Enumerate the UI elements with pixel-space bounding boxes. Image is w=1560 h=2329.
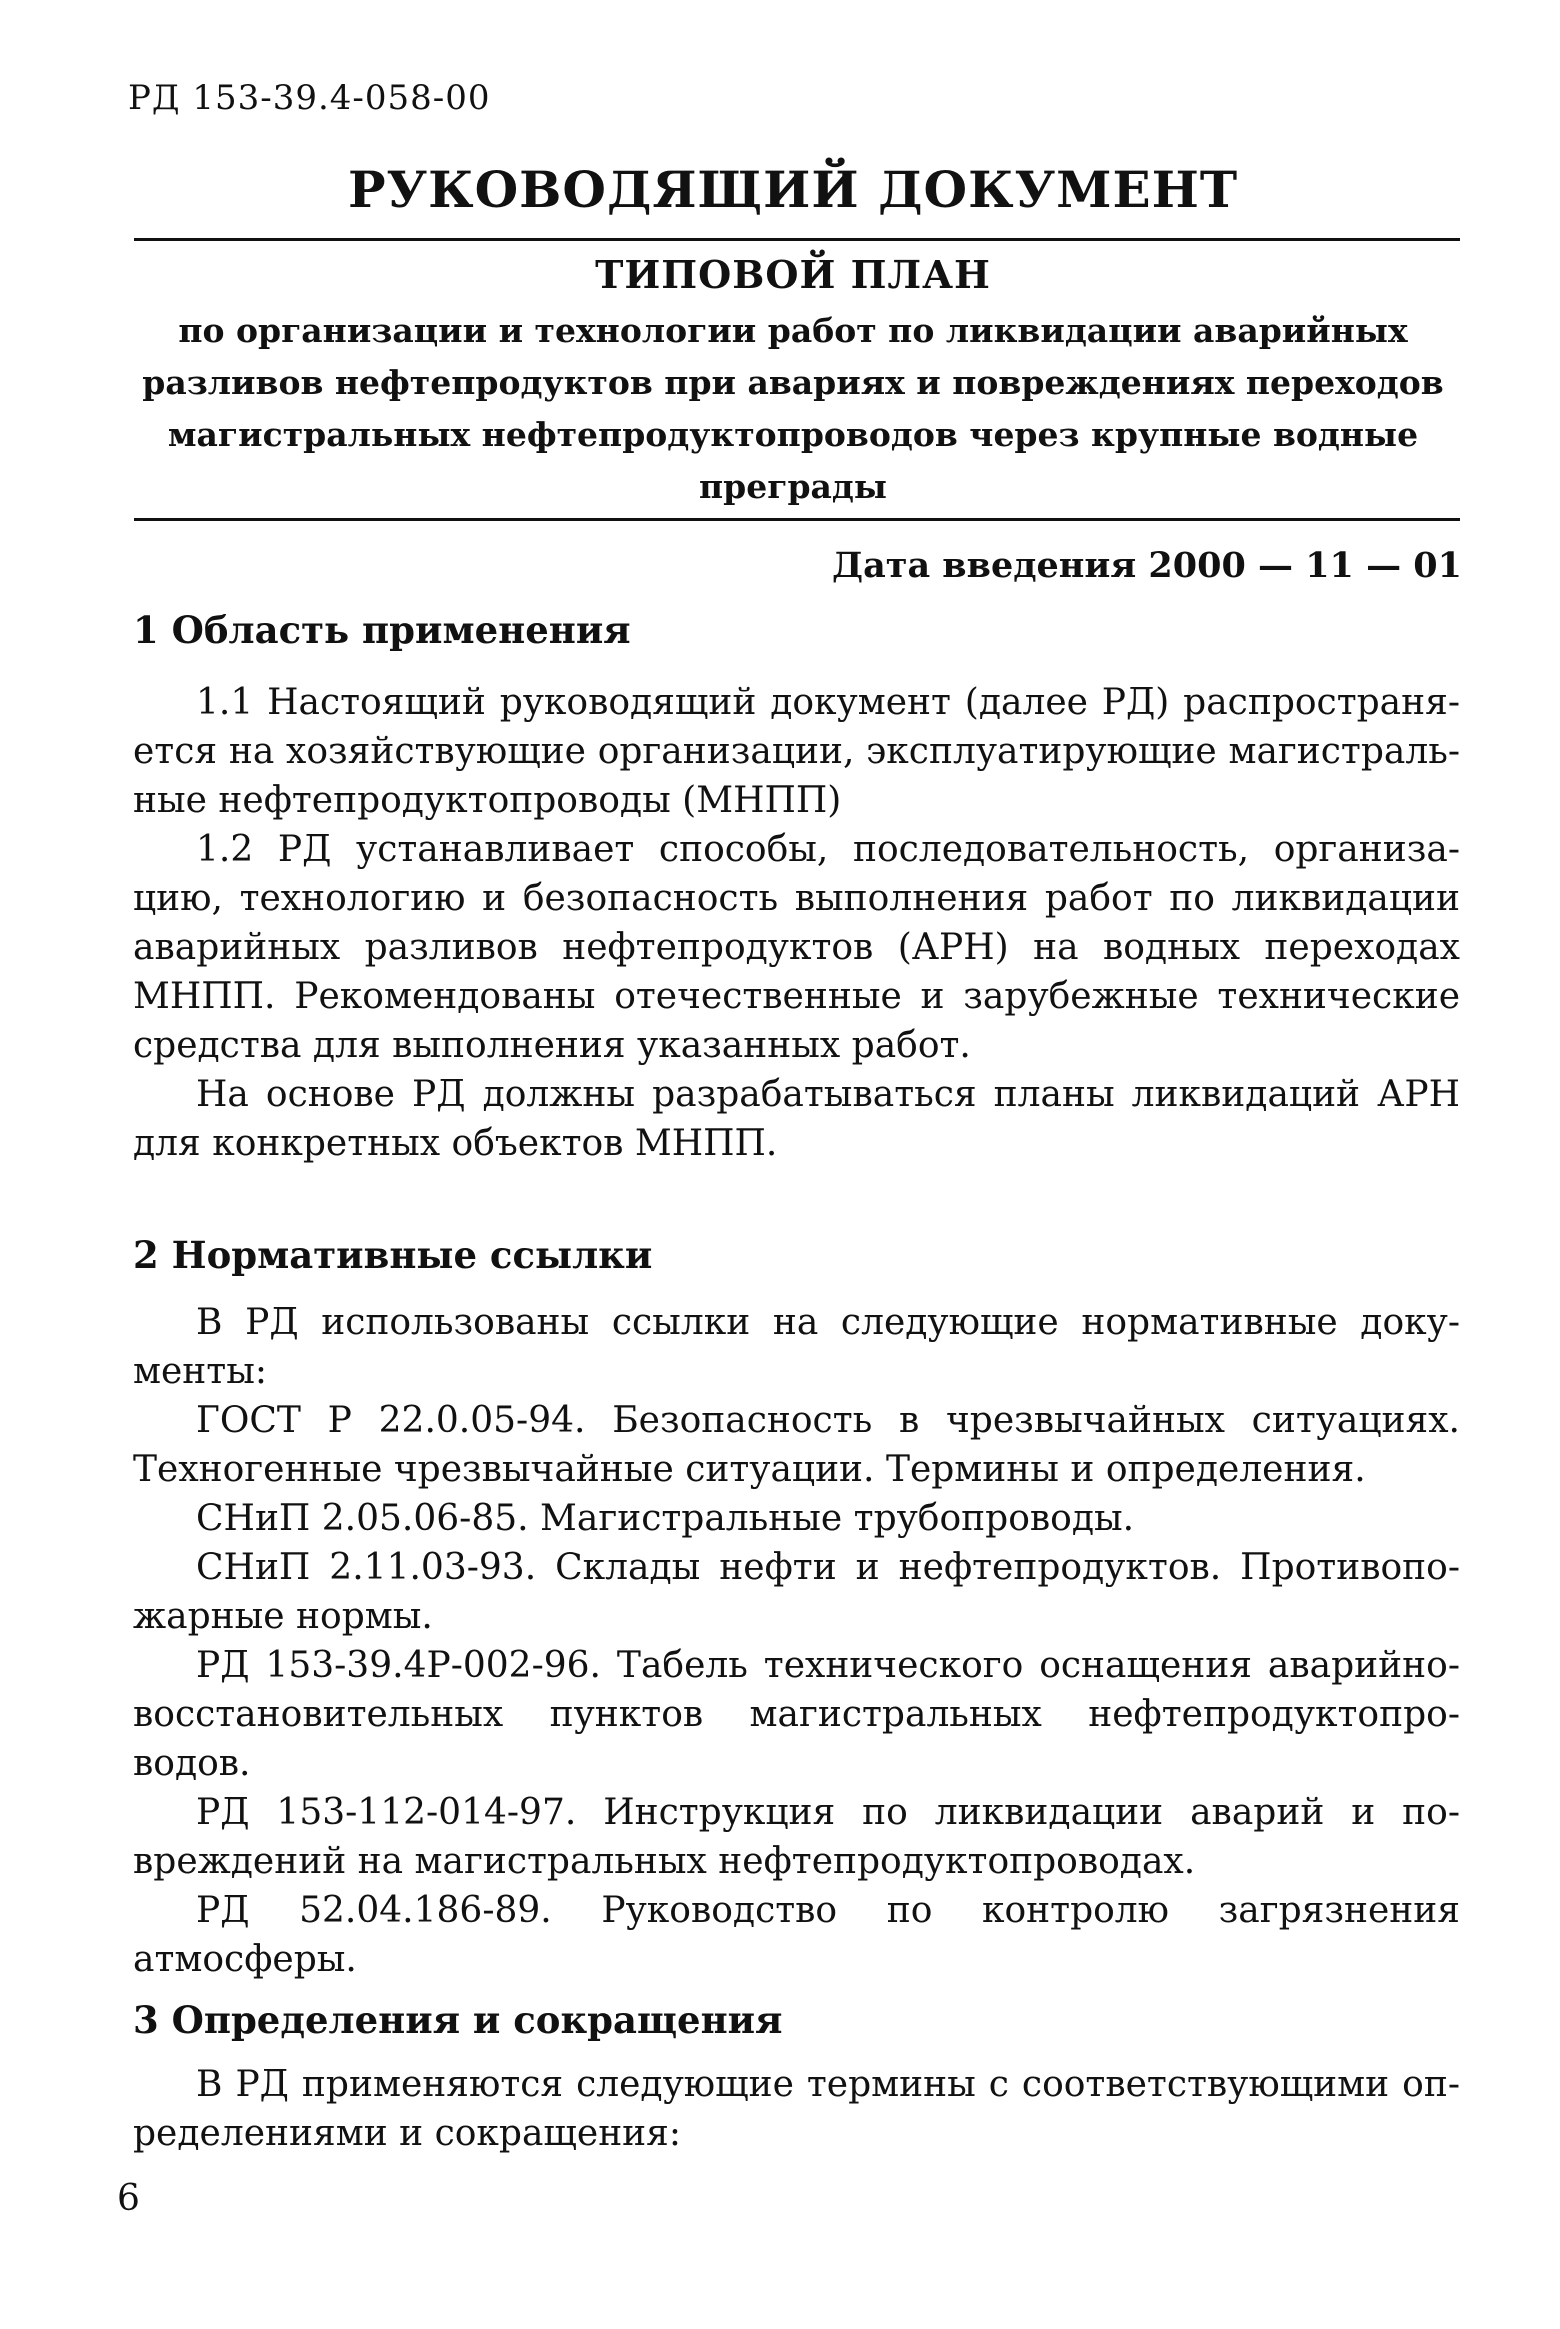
section-2-paragraph-4: СНиП 2.11.03-93. Склады нефти и нефтепродуктов. Противопожарные нормы. bbox=[133, 1547, 1460, 1637]
section-2-paragraph-7: РД 52.04.186-89. Руководство по контролю загрязнения атмосферы. bbox=[133, 1890, 1460, 1980]
section-2-heading: 2 Нормативные ссылки bbox=[133, 1233, 653, 1277]
section-2-paragraph-2: ГОСТ Р 22.0.05-94. Безопасность в чрезвычайных ситуациях. Техногенные чрезвычайные ситуации. Термины и определения. bbox=[133, 1400, 1460, 1490]
main-title: РУКОВОДЯЩИЙ ДОКУМЕНТ bbox=[347, 160, 1239, 219]
title-divider-top bbox=[134, 238, 1460, 241]
section-3-paragraph-1: В РД применяются следующие термины с соответствующими определениями и сокращения: bbox=[133, 2064, 1460, 2154]
section-1-paragraph-3: На основе РД должны разрабатываться планы ликвидаций АРН для конкретных объектов МНПП. bbox=[133, 1074, 1460, 1164]
title-divider-bottom bbox=[134, 518, 1460, 521]
section-2-paragraph-1: В РД использованы ссылки на следующие нормативные документы: bbox=[133, 1302, 1460, 1392]
plan-title: ТИПОВОЙ ПЛАН bbox=[595, 252, 991, 297]
section-3-heading: 3 Определения и сокращения bbox=[133, 1998, 783, 2042]
document-code: РД 153-39.4-058-00 bbox=[128, 78, 491, 118]
introduction-date: Дата введения 2000 — 11 — 01 bbox=[831, 545, 1462, 586]
page-number: 6 bbox=[117, 2178, 140, 2219]
section-1-heading: 1 Область применения bbox=[133, 608, 631, 652]
section-1-paragraph-1: 1.1 Настоящий руководящий документ (далее РД) распространяется на хозяйствующие организации, эксплуатирующие магистральные нефтепродуктопроводы (МНПП) bbox=[133, 682, 1460, 821]
plan-subtitle: по организации и технологии работ по ликвидации аварийных разливов нефтепродуктов при авариях и повреждениях переходов магистральных нефтепродуктопроводов через крупные водные преграды bbox=[142, 311, 1444, 506]
section-2-paragraph-5: РД 153-39.4Р-002-96. Табель технического оснащения аварийно-восстановительных пунктов магистральных нефтепродуктопроводов. bbox=[133, 1645, 1460, 1784]
section-1-paragraph-2: 1.2 РД устанавливает способы, последовательность, организацию, технологию и безопасность выполнения работ по ликвидации аварийных разливов нефтепродуктов (АРН) на водных переходах МНПП. Рекомендованы отечественные и зарубежные технические средства для выполнения указанных работ. bbox=[133, 829, 1460, 1066]
section-2-paragraph-3: СНиП 2.05.06-85. Магистральные трубопроводы. bbox=[196, 1498, 1135, 1539]
section-2-paragraph-6: РД 153-112-014-97. Инструкция по ликвидации аварий и повреждений на магистральных нефтепродуктопроводах. bbox=[133, 1792, 1460, 1882]
